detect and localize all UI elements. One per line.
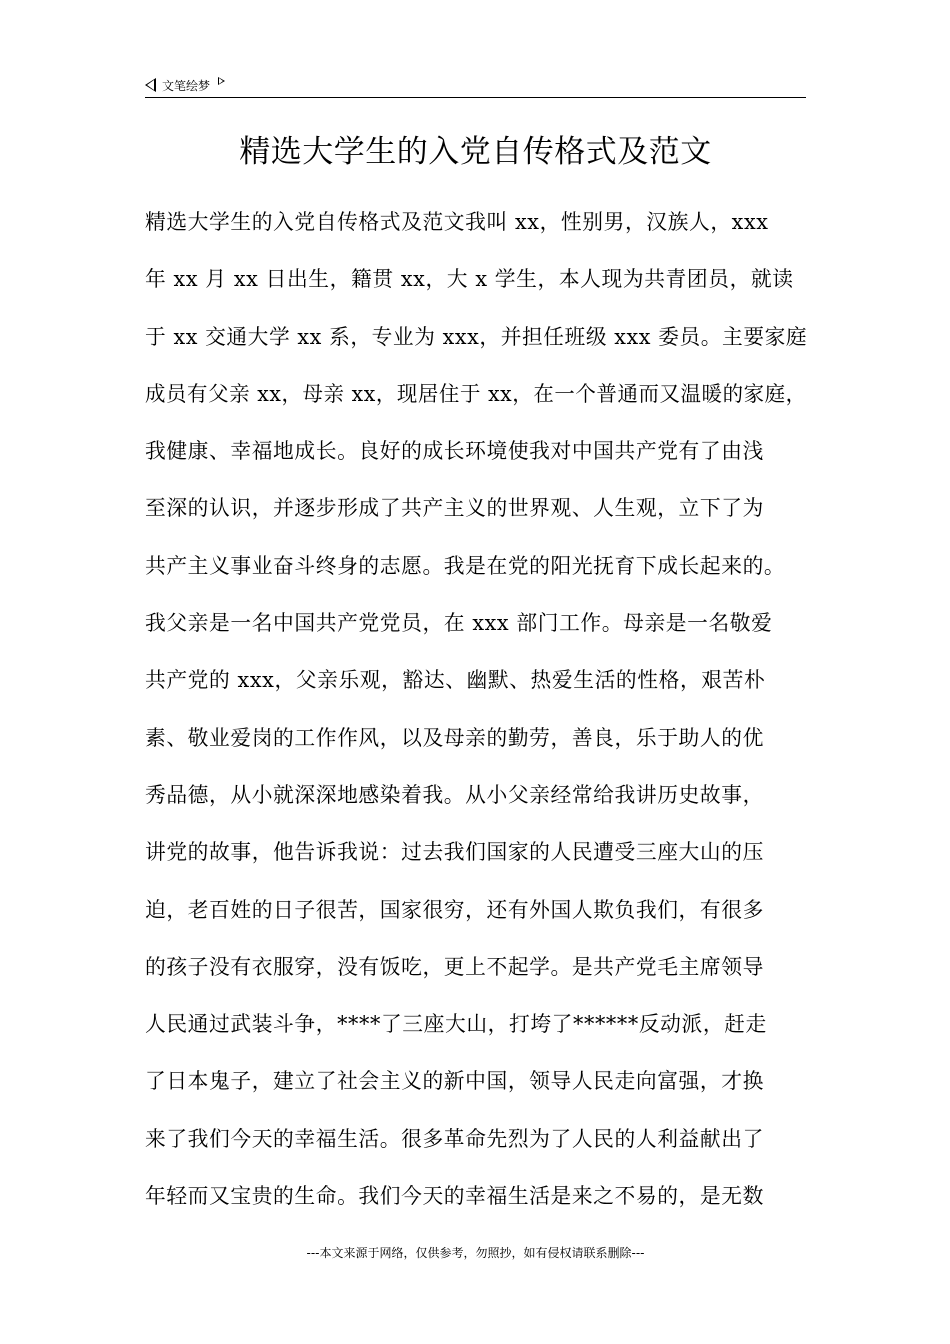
page-header bbox=[145, 74, 225, 96]
triangle-left-icon bbox=[145, 78, 156, 92]
body-line: 共产党的 xxx，父亲乐观，豁达、幽默、热爱生活的性格，艰苦朴 bbox=[145, 668, 766, 693]
document-body bbox=[145, 201, 815, 1232]
body-line: 我健康、幸福地成长。良好的成长环境使我对中国共产党有了由浅 bbox=[145, 439, 764, 464]
body-line: 讲党的故事，他告诉我说：过去我们国家的人民遭受三座大山的压 bbox=[145, 840, 764, 865]
document-title: 精选大学生的入党自传格式及范文 bbox=[239, 134, 712, 170]
body-line: 来了我们今天的幸福生活。很多革命先烈为了人民的人利益献出了 bbox=[145, 1126, 764, 1151]
body-line: 年 xx 月 xx 日出生，籍贯 xx，大 x 学生，本人现为共青团员，就读 bbox=[145, 267, 794, 292]
body-line: 人民通过武装斗争，****了三座大山，打垮了******反动派，赶走 bbox=[145, 1012, 767, 1037]
body-line: 至深的认识，并逐步形成了共产主义的世界观、人生观，立下了为 bbox=[145, 496, 764, 521]
body-line: 共产主义事业奋斗终身的志愿。我是在党的阳光抚育下成长起来的。 bbox=[145, 553, 786, 578]
page-footer: ---本文来源于网络，仅供参考，勿照抄，如有侵权请联系删除--- bbox=[306, 1246, 645, 1260]
header-rule bbox=[145, 97, 806, 98]
body-line: 秀品德，从小就深深地感染着我。从小父亲经常给我讲历史故事， bbox=[145, 782, 764, 807]
body-line: 的孩子没有衣服穿，没有饭吃，更上不起学。是共产党毛主席领导 bbox=[145, 954, 764, 979]
body-line: 成员有父亲 xx，母亲 xx，现居住于 xx，在一个普通而又温暖的家庭， bbox=[145, 381, 807, 406]
body-line: 年轻而又宝贵的生命。我们今天的幸福生活是来之不易的，是无数 bbox=[145, 1184, 764, 1209]
body-line: 于 xx 交通大学 xx 系，专业为 xxx，并担任班级 xxx 委员。主要家庭 bbox=[145, 324, 808, 349]
header-brand: 文笔绘梦 bbox=[162, 78, 211, 93]
body-line: 我父亲是一名中国共产党党员，在 xxx 部门工作。母亲是一名敬爱 bbox=[145, 611, 773, 636]
body-line: 了日本鬼子，建立了社会主义的新中国，领导人民走向富强，才换 bbox=[145, 1069, 764, 1094]
body-line: 精选大学生的入党自传格式及范文我叫 xx，性别男，汉族人，xxx bbox=[145, 210, 769, 234]
body-line: 素、敬业爱岗的工作作风，以及母亲的勤劳，善良，乐于助人的优 bbox=[145, 725, 764, 750]
triangle-right-icon bbox=[218, 77, 225, 85]
body-line: 迫，老百姓的日子很苦，国家很穷，还有外国人欺负我们，有很多 bbox=[145, 897, 764, 922]
